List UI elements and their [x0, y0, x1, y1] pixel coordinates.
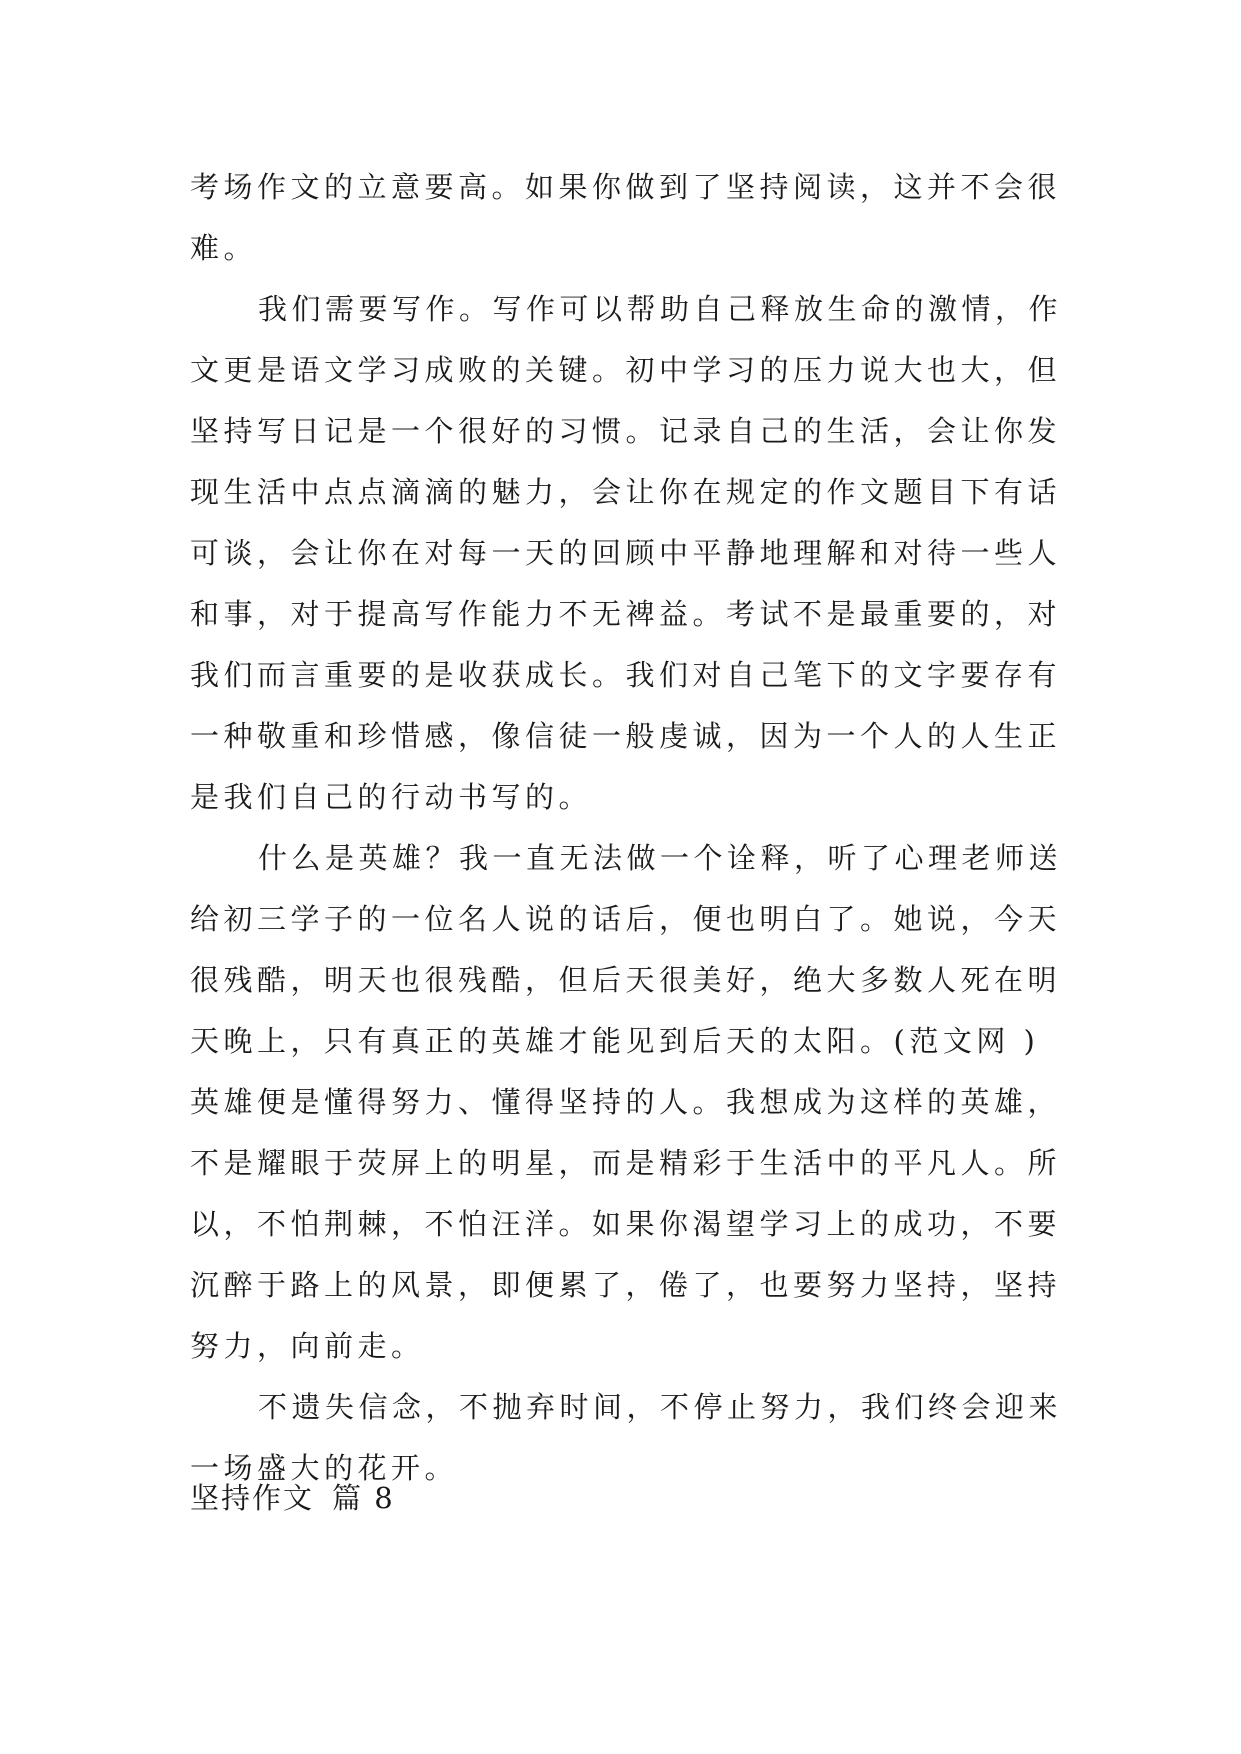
- text-line: 努力，向前走。: [190, 1329, 425, 1363]
- text-line: 现生活中点点滴滴的魅力，会让你在规定的作文题目下有话: [190, 475, 1062, 509]
- text-line: 坚持写日记是一个很好的习惯。记录自己的生活，会让你发: [190, 414, 1062, 448]
- text-line: 不遗失信念，不抛弃时间，不停止努力，我们终会迎来: [258, 1390, 1063, 1424]
- text-line: 什么是英雄？我一直无法做一个诠释，听了心理老师送: [258, 841, 1063, 875]
- text-line: 天晚上，只有真正的英雄才能见到后天的太阳。(范文网 ): [190, 1024, 1040, 1058]
- text-line: 考场作文的立意要高。如果你做到了坚持阅读，这并不会很: [190, 170, 1062, 204]
- text-line: 可谈，会让你在对每一天的回顾中平静地理解和对待一些人: [190, 536, 1062, 570]
- text-line: 很残酷，明天也很残酷，但后天很美好，绝大多数人死在明: [190, 963, 1062, 997]
- text-line: 英雄便是懂得努力、懂得坚持的人。我想成为这样的英雄，: [190, 1085, 1062, 1119]
- text-line: 一场盛大的花开。: [190, 1451, 459, 1485]
- body-text: [190, 157, 1063, 1499]
- text-line: 一种敬重和珍惜感，像信徒一般虔诚，因为一个人的人生正: [190, 719, 1062, 753]
- text-line: 以，不怕荆棘，不怕汪洋。如果你渴望学习上的成功，不要: [190, 1207, 1062, 1241]
- text-line: 不是耀眼于荧屏上的明星，而是精彩于生活中的平凡人。所: [190, 1146, 1062, 1180]
- text-line: 难。: [190, 231, 258, 265]
- text-line: 和事，对于提高写作能力不无裨益。考试不是最重要的，对: [190, 597, 1062, 631]
- text-line: 沉醉于路上的风景，即便累了，倦了，也要努力坚持，坚持: [190, 1268, 1062, 1302]
- heading-number: 篇 8: [332, 1481, 395, 1515]
- heading-title: 坚持作文: [190, 1481, 315, 1515]
- text-line: 我们需要写作。写作可以帮助自己释放生命的激情，作: [258, 292, 1063, 326]
- text-line: 是我们自己的行动书写的。: [190, 780, 593, 814]
- text-line: 文更是语文学习成败的关键。初中学习的压力说大也大，但: [190, 353, 1062, 387]
- text-line: 给初三学子的一位名人说的话后，便也明白了。她说，今天: [190, 902, 1062, 936]
- section-heading: [190, 1468, 395, 1529]
- text-line: 我们而言重要的是收获成长。我们对自己笔下的文字要存有: [190, 658, 1062, 692]
